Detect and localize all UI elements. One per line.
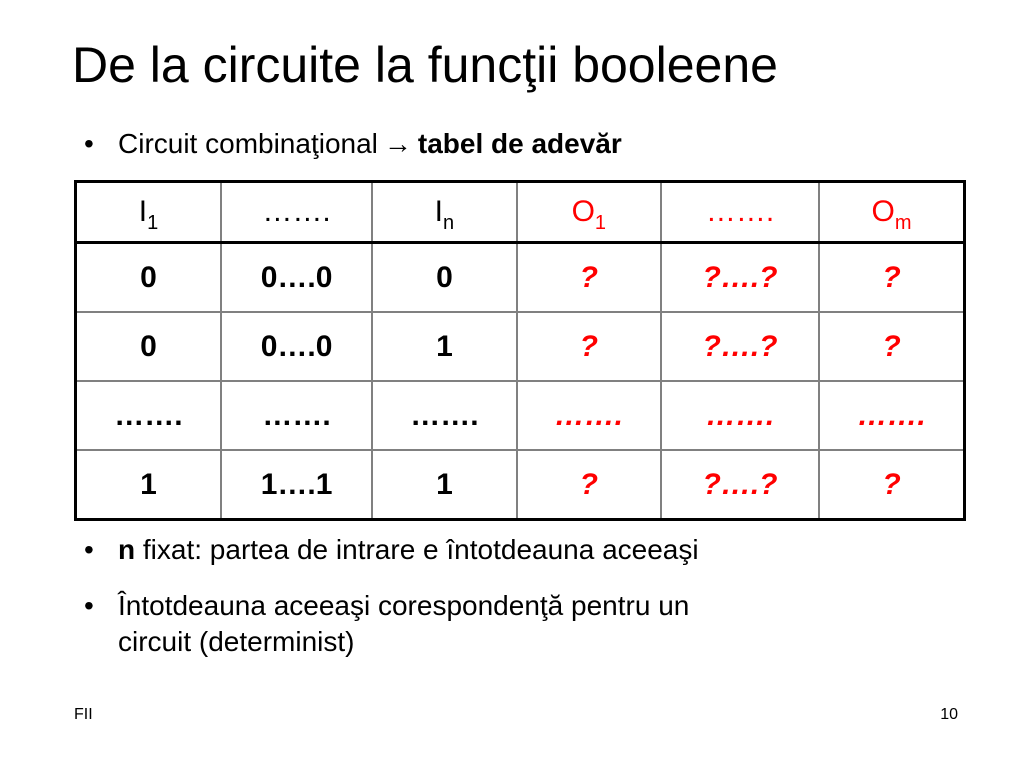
table-cell-output: ? bbox=[819, 243, 964, 313]
right-arrow-icon: → bbox=[383, 128, 412, 159]
table-cell: ……. bbox=[221, 381, 372, 450]
bullet-text bbox=[118, 128, 622, 160]
table-cell-output: ?….? bbox=[661, 243, 819, 313]
table-cell-output: ……. bbox=[819, 381, 964, 450]
table-cell-output: ?….? bbox=[661, 450, 819, 520]
table-cell: 0 bbox=[372, 243, 516, 313]
table-cell: ……. bbox=[76, 381, 221, 450]
table-header-row bbox=[76, 182, 965, 243]
header-cell-in-n: $I_n$ bbox=[372, 182, 516, 243]
table-cell: 0….0 bbox=[221, 312, 372, 381]
header-cell-out-m: $O_m$ bbox=[819, 182, 964, 243]
header-cell-in-1: $I_1$ bbox=[76, 182, 221, 243]
table-cell-output: ?….? bbox=[661, 312, 819, 381]
bullet-text-bold: n bbox=[118, 534, 136, 565]
table-row bbox=[76, 243, 965, 313]
table-cell: 1 bbox=[76, 450, 221, 520]
footer-label: FII bbox=[74, 706, 93, 723]
bullet-text-bold: tabel de adevăr bbox=[417, 128, 622, 159]
header-cell-out-dots: ……. bbox=[661, 182, 819, 243]
header-cell-out-1: $O_1$ bbox=[517, 182, 661, 243]
bullet-dot: • bbox=[84, 534, 94, 565]
table-cell: ……. bbox=[372, 381, 516, 450]
header-cell-in-dots: ……. bbox=[221, 182, 372, 243]
truth-table bbox=[74, 180, 966, 521]
table-cell-output: ……. bbox=[517, 381, 661, 450]
table-cell: 1….1 bbox=[221, 450, 372, 520]
bullet-text-plain: Circuit combinaţional bbox=[118, 128, 378, 159]
bullet-text-plain: fixat: partea de intrare e întotdeauna aceeaşi bbox=[135, 534, 699, 565]
table-cell-output: ? bbox=[517, 243, 661, 313]
table-cell: 0 bbox=[76, 312, 221, 381]
table-row bbox=[76, 450, 965, 520]
table-cell-output: ? bbox=[819, 450, 964, 520]
table-row bbox=[76, 312, 965, 381]
table-row bbox=[76, 381, 965, 450]
table-cell-output: ? bbox=[819, 312, 964, 381]
table-cell-output: ……. bbox=[661, 381, 819, 450]
bullet-dot: • bbox=[84, 590, 94, 621]
bullet-dot: • bbox=[84, 128, 94, 159]
table-cell: 0 bbox=[76, 243, 221, 313]
bullet-text bbox=[118, 534, 699, 566]
slide-title: De la circuite la funcţii booleene bbox=[72, 37, 778, 93]
table-cell-output: ? bbox=[517, 312, 661, 381]
bullet-text bbox=[118, 588, 689, 660]
table-cell: 0….0 bbox=[221, 243, 372, 313]
table-cell: 1 bbox=[372, 450, 516, 520]
table-cell: 1 bbox=[372, 312, 516, 381]
bullet-line-1: Întotdeauna aceeaşi corespondenţă pentru un bbox=[118, 590, 690, 621]
bullet-line-2: circuit (determinist) bbox=[118, 626, 355, 657]
table-cell-output: ? bbox=[517, 450, 661, 520]
page-number: 10 bbox=[940, 706, 958, 723]
